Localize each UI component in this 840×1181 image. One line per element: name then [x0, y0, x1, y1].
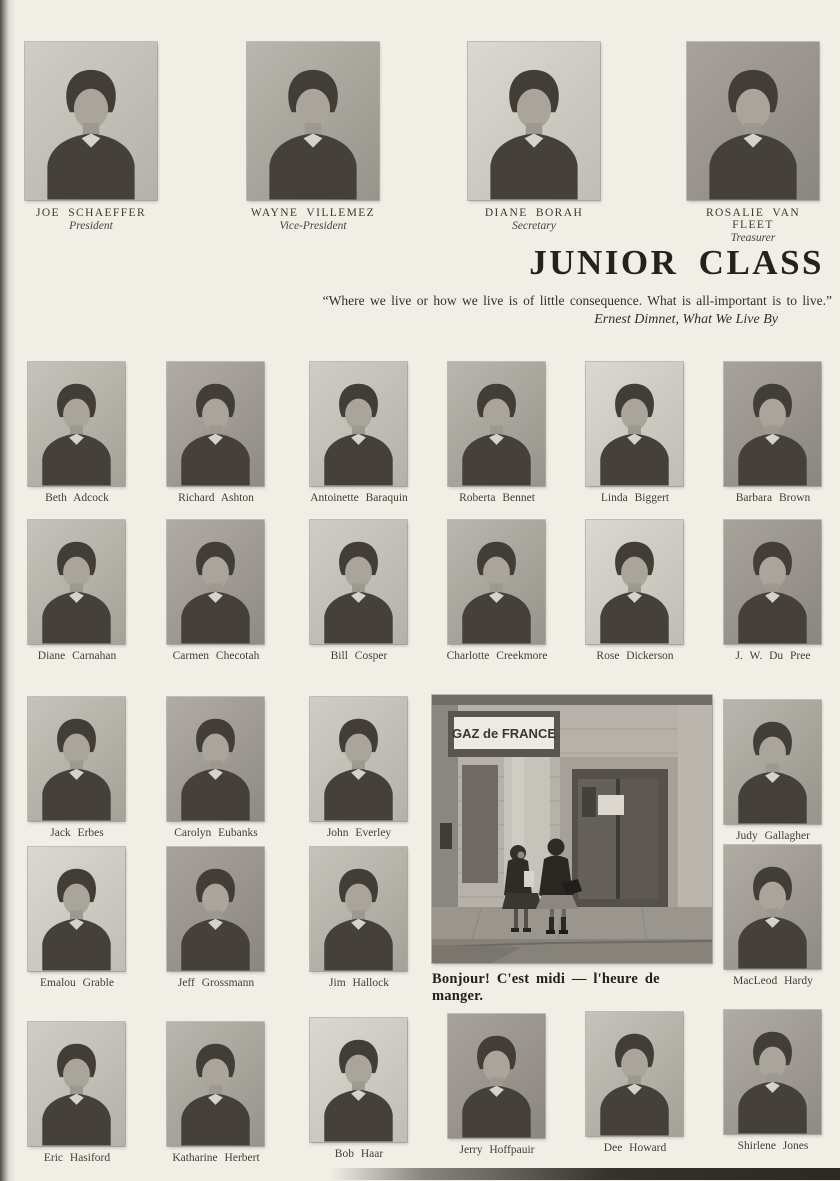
student-name: Carmen Checotah — [172, 650, 260, 662]
student-portrait — [724, 1010, 821, 1152]
officer-name: JOE SCHAEFFER — [35, 207, 147, 219]
student-portrait — [310, 847, 407, 989]
portrait-photo — [25, 42, 157, 200]
officer-title: President — [69, 220, 113, 232]
student-name: Diane Carnahan — [37, 650, 117, 662]
student-portrait — [167, 362, 264, 504]
student-name: Jerry Hoffpauir — [459, 1144, 535, 1156]
student-name: MacLeod Hardy — [733, 975, 813, 987]
portrait-photo — [167, 847, 264, 971]
student-portrait — [724, 520, 821, 662]
student-portrait — [28, 1022, 125, 1164]
portrait-photo — [448, 520, 545, 644]
quote-attribution: Ernest Dimnet, What We Live By — [594, 312, 778, 327]
portrait-photo — [28, 847, 125, 971]
portrait-photo — [448, 362, 545, 486]
officer-title: Secretary — [512, 220, 556, 232]
officer-title: Vice-President — [279, 220, 347, 232]
portrait-photo — [310, 847, 407, 971]
officer-title: Treasurer — [730, 232, 776, 244]
officer-name: DIANE BORAH — [484, 207, 584, 219]
student-portrait — [28, 847, 125, 989]
portrait-photo — [28, 1022, 125, 1146]
student-portrait — [448, 1014, 545, 1156]
student-name: Katharine Herbert — [172, 1152, 260, 1164]
student-name: Bill Cosper — [330, 650, 388, 662]
student-portrait — [310, 520, 407, 662]
officer-portrait — [247, 42, 379, 232]
portrait-photo — [468, 42, 600, 200]
student-portrait — [310, 697, 407, 839]
student-name: Beth Adcock — [45, 492, 109, 504]
portrait-photo — [167, 520, 264, 644]
student-portrait — [167, 697, 264, 839]
officer-portrait — [25, 42, 157, 232]
student-portrait — [28, 697, 125, 839]
portrait-photo — [310, 520, 407, 644]
feature-photo — [432, 695, 712, 1005]
portrait-photo — [28, 362, 125, 486]
portrait-photo — [310, 1018, 407, 1142]
portrait-photo — [167, 362, 264, 486]
portrait-photo — [448, 1014, 545, 1138]
student-portrait — [724, 362, 821, 504]
student-name: Emalou Grable — [40, 977, 114, 989]
sign-text: GAZ de FRANCE — [452, 726, 556, 741]
student-portrait — [167, 847, 264, 989]
student-portrait — [586, 1012, 683, 1154]
portrait-photo — [586, 520, 683, 644]
student-name: Eric Hasiford — [43, 1152, 111, 1164]
portrait-photo — [167, 1022, 264, 1146]
page-spine-edge — [0, 0, 16, 1181]
student-portrait — [586, 520, 683, 662]
student-name: Roberta Bennet — [459, 492, 535, 504]
portrait-photo — [724, 845, 821, 969]
portrait-photo — [724, 700, 821, 824]
portrait-photo — [28, 520, 125, 644]
wall-box — [440, 823, 452, 849]
student-portrait — [310, 362, 407, 504]
student-name: Jack Erbes — [50, 827, 104, 839]
student-name: J. W. Du Pree — [735, 650, 811, 662]
portrait-photo — [167, 697, 264, 821]
next-page-edge — [330, 1168, 840, 1180]
student-portrait — [167, 1022, 264, 1164]
student-name: Carolyn Eubanks — [174, 827, 258, 839]
portrait-photo — [310, 697, 407, 821]
portrait-photo — [586, 362, 683, 486]
student-portrait — [724, 845, 821, 987]
student-portrait — [167, 520, 264, 662]
student-portrait — [310, 1018, 407, 1160]
portrait-photo — [586, 1012, 683, 1136]
class-quote: “Where we live or how we live is of little consequence. What is all-important is to live.” — [322, 293, 832, 308]
student-name: Linda Biggert — [600, 492, 670, 504]
student-name: Jeff Grossmann — [177, 977, 255, 989]
portrait-photo — [724, 520, 821, 644]
student-name: Jim Hallock — [329, 977, 389, 989]
page-title: JUNIOR CLASS — [529, 243, 824, 282]
officer-portrait — [468, 42, 600, 232]
street-photo — [432, 695, 712, 963]
officer-name: ROSALIE VAN FLEET — [705, 207, 801, 231]
portrait-photo — [687, 42, 819, 200]
door-notice — [598, 795, 624, 815]
portrait-photo — [724, 362, 821, 486]
student-name: Dee Howard — [603, 1142, 667, 1154]
portrait-photo — [247, 42, 379, 200]
feature-caption: Bonjour! C'est midi — l'heure de manger. — [432, 971, 660, 1004]
student-portrait — [448, 362, 545, 504]
student-name: Bob Haar — [334, 1148, 384, 1160]
portrait-photo — [310, 362, 407, 486]
student-name: Barbara Brown — [735, 492, 811, 504]
student-portrait — [586, 362, 683, 504]
student-name: Richard Ashton — [178, 492, 254, 504]
portrait-photo — [724, 1010, 821, 1134]
student-name: John Everley — [326, 827, 392, 839]
officer-portrait — [687, 42, 819, 244]
student-name: Rose Dickerson — [596, 650, 674, 662]
portrait-photo — [28, 697, 125, 821]
student-portrait — [724, 700, 821, 842]
student-portrait — [446, 520, 548, 662]
student-portrait — [28, 362, 125, 504]
student-name: Charlotte Creekmore — [446, 650, 548, 662]
officer-name: WAYNE VILLEMEZ — [250, 207, 376, 219]
student-name: Antoinette Baraquin — [310, 492, 408, 504]
student-name: Shirlene Jones — [737, 1140, 809, 1152]
student-name: Judy Gallagher — [736, 830, 810, 842]
student-portrait — [28, 520, 125, 662]
